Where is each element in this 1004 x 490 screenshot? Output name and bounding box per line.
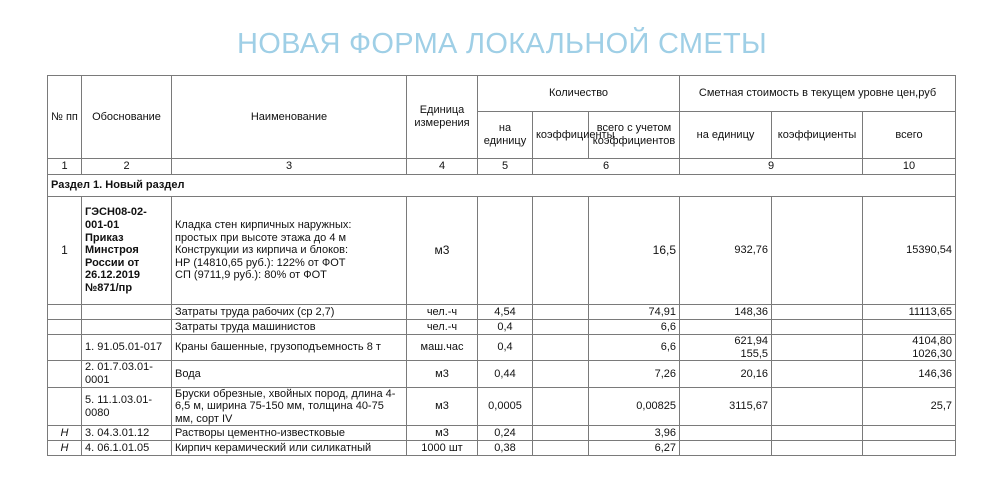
item-name — [172, 197, 407, 305]
row-qty-per-unit: 0,4 — [478, 335, 533, 361]
row-cost-per-unit — [680, 426, 772, 441]
row-cost-per-unit: 20,16 — [680, 361, 772, 387]
row-basis: 5. 11.1.03.01-0080 — [82, 387, 172, 426]
item-cost-per-unit: 932,76 — [680, 197, 772, 305]
col-number: 4 — [407, 159, 478, 175]
basis-line: России от — [85, 256, 140, 269]
basis-line: 001-01 — [85, 218, 120, 231]
table-row — [48, 320, 956, 335]
basis-line: №871/пр — [85, 282, 133, 295]
estimate-table — [47, 75, 956, 456]
row-unit: м3 — [407, 361, 478, 387]
row-qty-total: 6,6 — [589, 320, 680, 335]
name-line: НР (14810,65 руб.): 122% от ФОТ — [175, 256, 346, 269]
row-name: Затраты труда рабочих (ср 2,7) — [172, 305, 407, 320]
header-cost-total: всего — [863, 112, 956, 159]
row-cost-total: 146,36 — [863, 361, 956, 387]
row-qty-total: 3,96 — [589, 426, 680, 441]
row-qty-coef — [533, 335, 589, 361]
table-row — [48, 426, 956, 441]
row-mark — [48, 361, 82, 387]
resource-rows — [48, 305, 956, 456]
row-mark — [48, 387, 82, 426]
row-mark — [48, 320, 82, 335]
table-row — [48, 335, 956, 361]
row-qty-per-unit: 0,0005 — [478, 387, 533, 426]
col-number: 9 — [680, 159, 863, 175]
header-basis: Обоснование — [82, 76, 172, 159]
row-cost-per-unit: 148,36 — [680, 305, 772, 320]
header-cost-coef: коэффициенты — [772, 112, 863, 159]
section-title: Раздел 1. Новый раздел — [48, 175, 956, 197]
row-cost-coef — [772, 335, 863, 361]
row-unit: маш.час — [407, 335, 478, 361]
col-number: 3 — [172, 159, 407, 175]
name-line: СП (9711,9 руб.): 80% от ФОТ — [175, 269, 327, 282]
table-row — [48, 305, 956, 320]
row-cost-per-unit: 621,94 155,5 — [680, 335, 772, 361]
header-cost-per-unit: на единицу — [680, 112, 772, 159]
row-cost-coef — [772, 441, 863, 456]
row-name: Кирпич керамический или силикатный — [172, 441, 407, 456]
row-cost-coef — [772, 387, 863, 426]
page-title: НОВАЯ ФОРМА ЛОКАЛЬНОЙ СМЕТЫ — [237, 28, 767, 60]
table-row — [48, 441, 956, 456]
item-basis — [82, 197, 172, 305]
row-unit: чел.-ч — [407, 320, 478, 335]
row-qty-per-unit: 0,4 — [478, 320, 533, 335]
col-number: 1 — [48, 159, 82, 175]
row-name: Затраты труда машинистов — [172, 320, 407, 335]
main-item-row — [48, 197, 956, 305]
row-cost-coef — [772, 320, 863, 335]
table-row — [48, 361, 956, 387]
row-qty-total: 74,91 — [589, 305, 680, 320]
row-qty-coef — [533, 320, 589, 335]
row-qty-coef — [533, 426, 589, 441]
row-cost-coef — [772, 426, 863, 441]
row-name: Растворы цементно-известковые — [172, 426, 407, 441]
row-basis — [82, 305, 172, 320]
row-cost-coef — [772, 305, 863, 320]
row-mark: Н — [48, 441, 82, 456]
row-qty-coef — [533, 387, 589, 426]
row-unit: м3 — [407, 387, 478, 426]
basis-line: Минстроя — [85, 244, 139, 257]
row-basis — [82, 320, 172, 335]
row-cost-total: 25,7 — [863, 387, 956, 426]
basis-line: Приказ — [85, 231, 124, 244]
header-name: Наименование — [172, 76, 407, 159]
row-unit: чел.-ч — [407, 305, 478, 320]
row-basis: 4. 06.1.01.05 — [82, 441, 172, 456]
row-name: Бруски обрезные, хвойных пород, длина 4-6,5 м, ширина 75-150 мм, толщина 40-75 мм, сорт IV — [172, 387, 407, 426]
row-cost-per-unit — [680, 320, 772, 335]
row-cost-coef — [772, 361, 863, 387]
row-qty-total: 0,00825 — [589, 387, 680, 426]
header-unit: Единица измерения — [407, 76, 478, 159]
row-mark — [48, 335, 82, 361]
row-cost-per-unit — [680, 441, 772, 456]
name-line: Конструкции из кирпича и блоков: — [175, 244, 349, 257]
item-unit: м3 — [407, 197, 478, 305]
row-qty-coef — [533, 361, 589, 387]
col-number: 6 — [533, 159, 680, 175]
row-basis: 2. 01.7.03.01-0001 — [82, 361, 172, 387]
row-qty-total: 6,6 — [589, 335, 680, 361]
item-number: 1 — [48, 197, 82, 305]
row-qty-total: 7,26 — [589, 361, 680, 387]
name-line: простых при высоте этажа до 4 м — [175, 231, 347, 244]
table-row — [48, 387, 956, 426]
basis-line: ГЭСН08-02- — [85, 206, 147, 219]
header-num: № пп — [48, 76, 82, 159]
row-cost-total — [863, 320, 956, 335]
col-number: 2 — [82, 159, 172, 175]
row-qty-per-unit: 0,24 — [478, 426, 533, 441]
section-row — [48, 175, 956, 197]
row-mark — [48, 305, 82, 320]
row-cost-total: 4104,80 1026,30 — [863, 335, 956, 361]
row-qty-per-unit: 4,54 — [478, 305, 533, 320]
item-cost-coef — [772, 197, 863, 305]
column-numbers-row — [48, 159, 956, 175]
item-qty-coef — [533, 197, 589, 305]
header-quantity-group: Количество — [478, 76, 680, 112]
row-qty-coef — [533, 305, 589, 320]
header-cost-group: Сметная стоимость в текущем уровне цен,руб — [680, 76, 956, 112]
row-name: Вода — [172, 361, 407, 387]
item-qty-total: 16,5 — [589, 197, 680, 305]
item-qty-per-unit — [478, 197, 533, 305]
row-qty-coef — [533, 441, 589, 456]
col-number: 10 — [863, 159, 956, 175]
row-mark: Н — [48, 426, 82, 441]
header-qty-total: всего с учетом коэффициентов — [589, 112, 680, 159]
row-basis: 1. 91.05.01-017 — [82, 335, 172, 361]
col-number: 5 — [478, 159, 533, 175]
row-cost-total — [863, 441, 956, 456]
row-cost-total — [863, 426, 956, 441]
row-unit: 1000 шт — [407, 441, 478, 456]
row-basis: 3. 04.3.01.12 — [82, 426, 172, 441]
name-line: Кладка стен кирпичных наружных: — [175, 218, 352, 231]
row-cost-per-unit: 3115,67 — [680, 387, 772, 426]
row-qty-total: 6,27 — [589, 441, 680, 456]
row-qty-per-unit: 0,44 — [478, 361, 533, 387]
row-qty-per-unit: 0,38 — [478, 441, 533, 456]
row-cost-total: 11113,65 — [863, 305, 956, 320]
header-row-top — [48, 76, 956, 112]
row-name: Краны башенные, грузоподъемность 8 т — [172, 335, 407, 361]
row-unit: м3 — [407, 426, 478, 441]
item-cost-total: 15390,54 — [863, 197, 956, 305]
header-qty-per-unit: на единицу — [478, 112, 533, 159]
header-qty-coef: коэффициенты — [533, 112, 589, 159]
basis-line: 26.12.2019 — [85, 269, 141, 282]
